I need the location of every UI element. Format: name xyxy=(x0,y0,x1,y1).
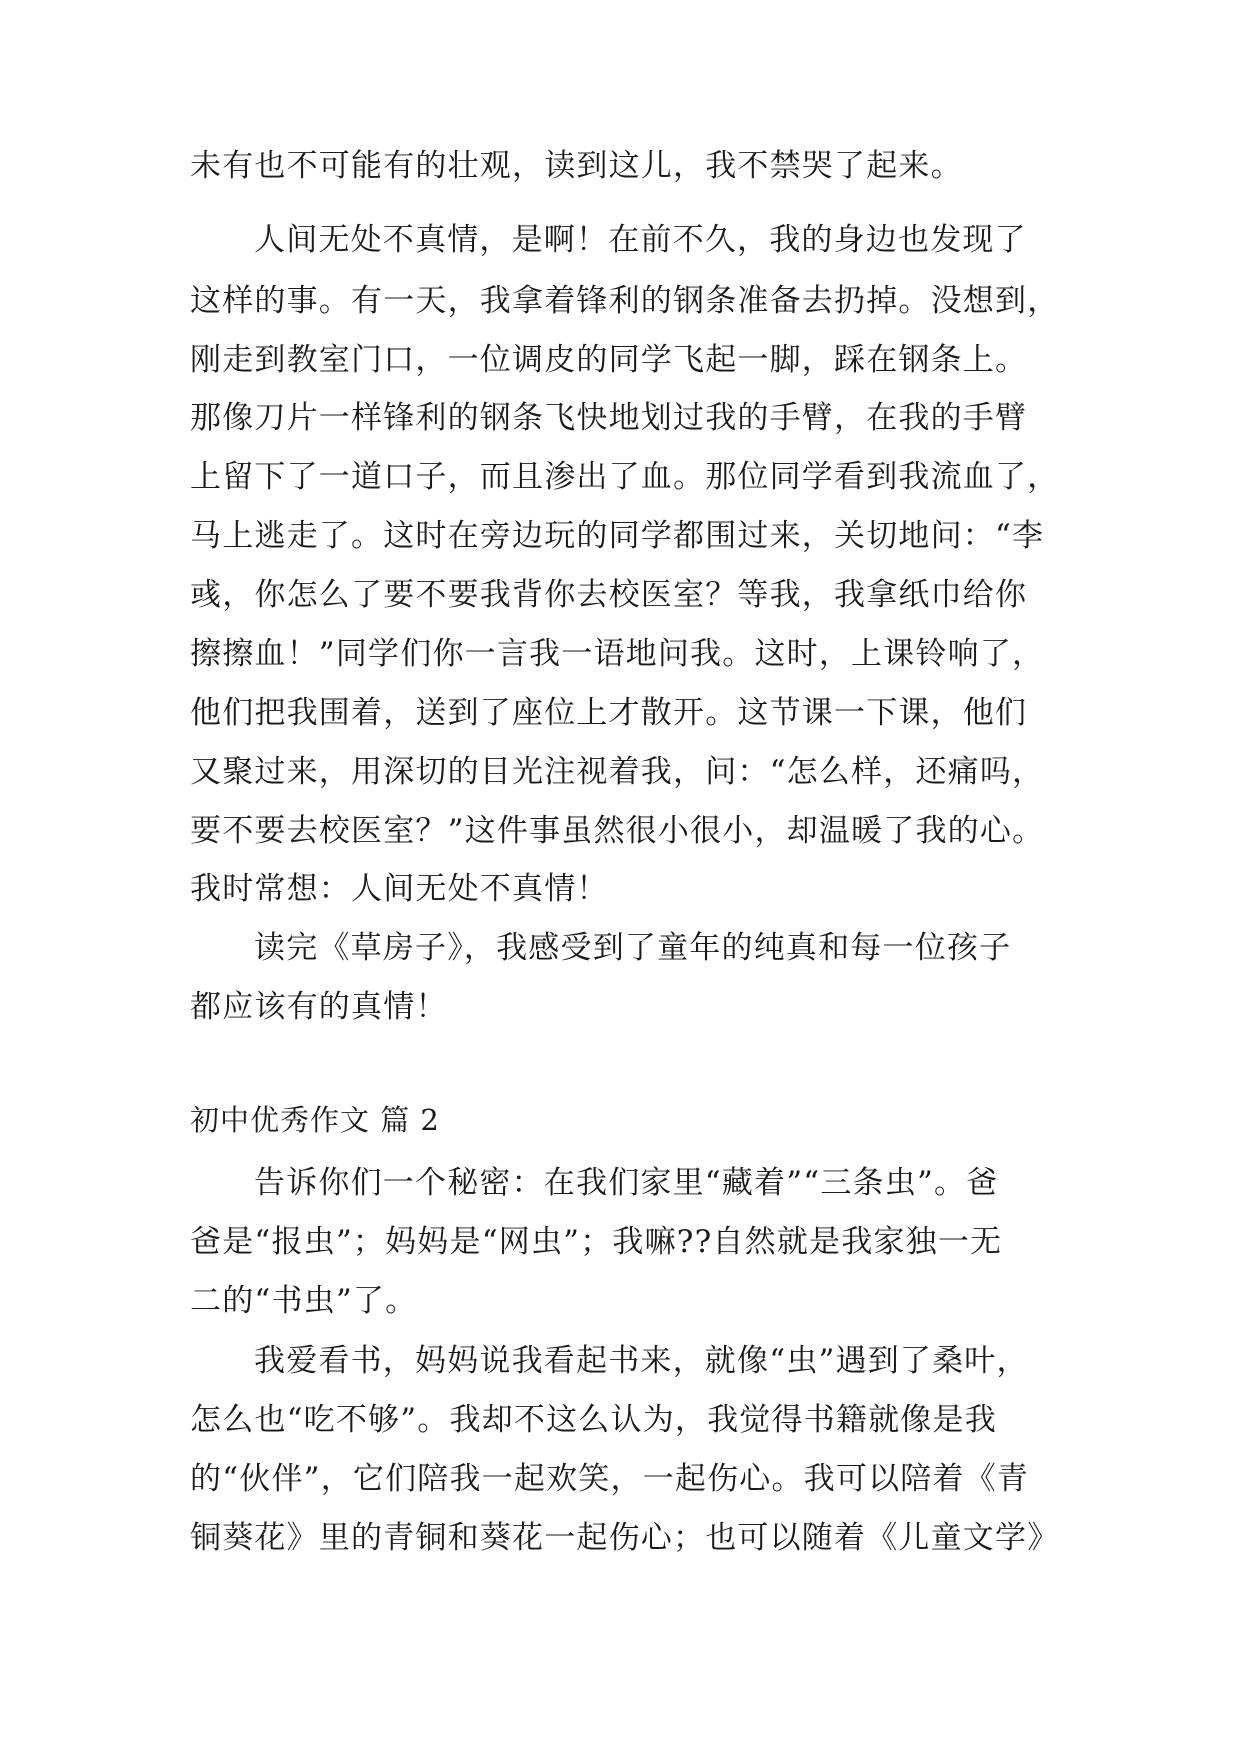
text-line: 告诉你们一个秘密：在我们家里“藏着”“三条虫”。爸 xyxy=(254,1165,999,1201)
text-line: 擦擦血！”同学们你一言我一语地问我。这时，上课铃响了， xyxy=(190,636,1045,672)
text-line: 又聚过来，用深切的目光注视着我，问：“怎么样，还痛吗， xyxy=(190,754,1045,790)
text-line: 我时常想：人间无处不真情！ xyxy=(190,871,609,907)
text-line: 人间无处不真情，是啊！在前不久，我的身边也发现了 xyxy=(254,222,1027,258)
text-line: 那像刀片一样锋利的钢条飞快地划过我的手臂，在我的手臂 xyxy=(190,400,1028,436)
text-line: 读完《草房子》，我感受到了童年的纯真和每一位孩子 xyxy=(254,930,1012,966)
text-line: 我爱看书，妈妈说我看起书来，就像“虫”遇到了桑叶， xyxy=(254,1343,1029,1379)
text-line: 铜葵花》里的青铜和葵花一起伤心；也可以随着《儿童文学》 xyxy=(190,1520,1060,1556)
text-line: 未有也不可能有的壮观，读到这儿，我不禁哭了起来。 xyxy=(190,148,963,184)
text-line: 他们把我围着，送到了座位上才散开。这节课一下课，他们 xyxy=(190,695,1028,731)
text-line: 的“伙伴”，它们陪我一起欢笑，一起伤心。我可以陪着《青 xyxy=(190,1461,1030,1497)
text-line: 这样的事。有一天，我拿着锋利的钢条准备去扔掉。没想到， xyxy=(190,283,1060,319)
text-line: 怎么也“吃不够”。我却不这么认为，我觉得书籍就像是我 xyxy=(190,1402,997,1438)
section-heading: 初中优秀作文 篇 2 xyxy=(190,1103,440,1137)
text-line: 要不要去校医室？”这件事虽然很小很小，却温暖了我的心。 xyxy=(190,813,1045,849)
text-line: 爸是“报虫”；妈妈是“网虫”；我嘛??自然就是我家独一无 xyxy=(190,1224,1003,1260)
text-line: 二的“书虫”了。 xyxy=(190,1283,418,1319)
text-line: 刚走到教室门口，一位调皮的同学飞起一脚，踩在钢条上。 xyxy=(190,342,1028,378)
text-line: 彧，你怎么了要不要我背你去校医室？等我，我拿纸巾给你 xyxy=(190,577,1028,613)
text-line: 上留下了一道口子，而且渗出了血。那位同学看到我流血了， xyxy=(190,459,1060,495)
text-line: 马上逃走了。这时在旁边玩的同学都围过来，关切地问：“李 xyxy=(190,518,1045,554)
text-line: 都应该有的真情！ xyxy=(190,989,448,1025)
